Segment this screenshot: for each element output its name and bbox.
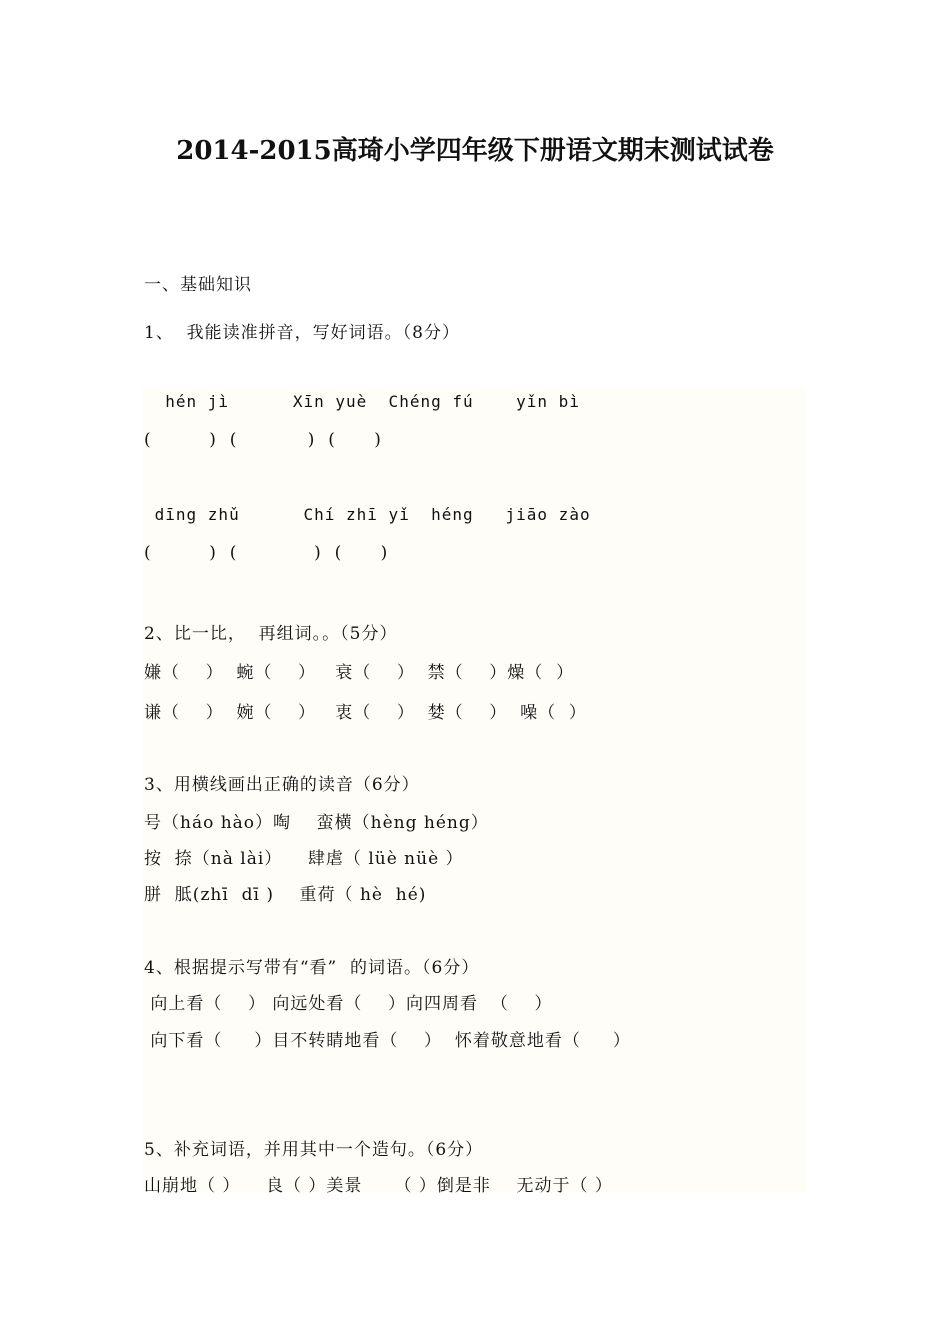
q1-blank-row-1: ( ) ( ) ( )	[144, 430, 382, 450]
q3-row-3: 胼 胝(zhī dī ) 重荷（ hè hé)	[144, 885, 427, 905]
question-3-heading: 3、用横线画出正确的读音（6分）	[144, 775, 420, 795]
question-4-heading: 4、根据提示写带有“看” 的词语。（6分）	[144, 958, 480, 978]
q3-row-1: 号（háo hào）啕 蛮横（hèng héng）	[144, 813, 489, 833]
question-5-heading: 5、补充词语，并用其中一个造句。（6分）	[144, 1140, 484, 1160]
q2-row-2: 谦（ ） 婉（ ） 衷（ ） 婪（ ） 噪（ ）	[144, 703, 587, 723]
q1-pinyin-row-2: dīng zhǔ Chí zhī yǐ héng jiāo zào	[144, 505, 591, 524]
q2-row-1: 嫌（ ） 蜿（ ） 衰（ ） 禁（ ）燥（ ）	[144, 663, 575, 683]
q1-blank-row-2: ( ) ( ) ( )	[144, 543, 389, 563]
page-title: 2014-2015高琦小学四年级下册语文期末测试试卷	[176, 136, 774, 166]
question-2-heading: 2、比一比， 再组词。。（5分）	[144, 624, 398, 644]
q3-row-2: 按 捺（nà lài） 肆虐（ lüè nüè ）	[144, 849, 464, 869]
q5-row-1: 山崩地（ ） 良（ ）美景 （ ）倒是非 无动于（ ）	[144, 1176, 613, 1196]
question-1-heading: 1、 我能读准拼音，写好词语。（8分）	[144, 323, 460, 343]
q4-row-2: 向下看（ ）目不转睛地看（ ） 怀着敬意地看（ ）	[144, 1031, 631, 1051]
section-basic-knowledge: 一、基础知识	[144, 275, 252, 295]
q4-row-1: 向上看（ ） 向远处看（ ）向四周看 （ ）	[144, 994, 553, 1014]
q1-pinyin-row-1: hén jì Xīn yuè Chéng fú yǐn bì	[144, 392, 580, 411]
